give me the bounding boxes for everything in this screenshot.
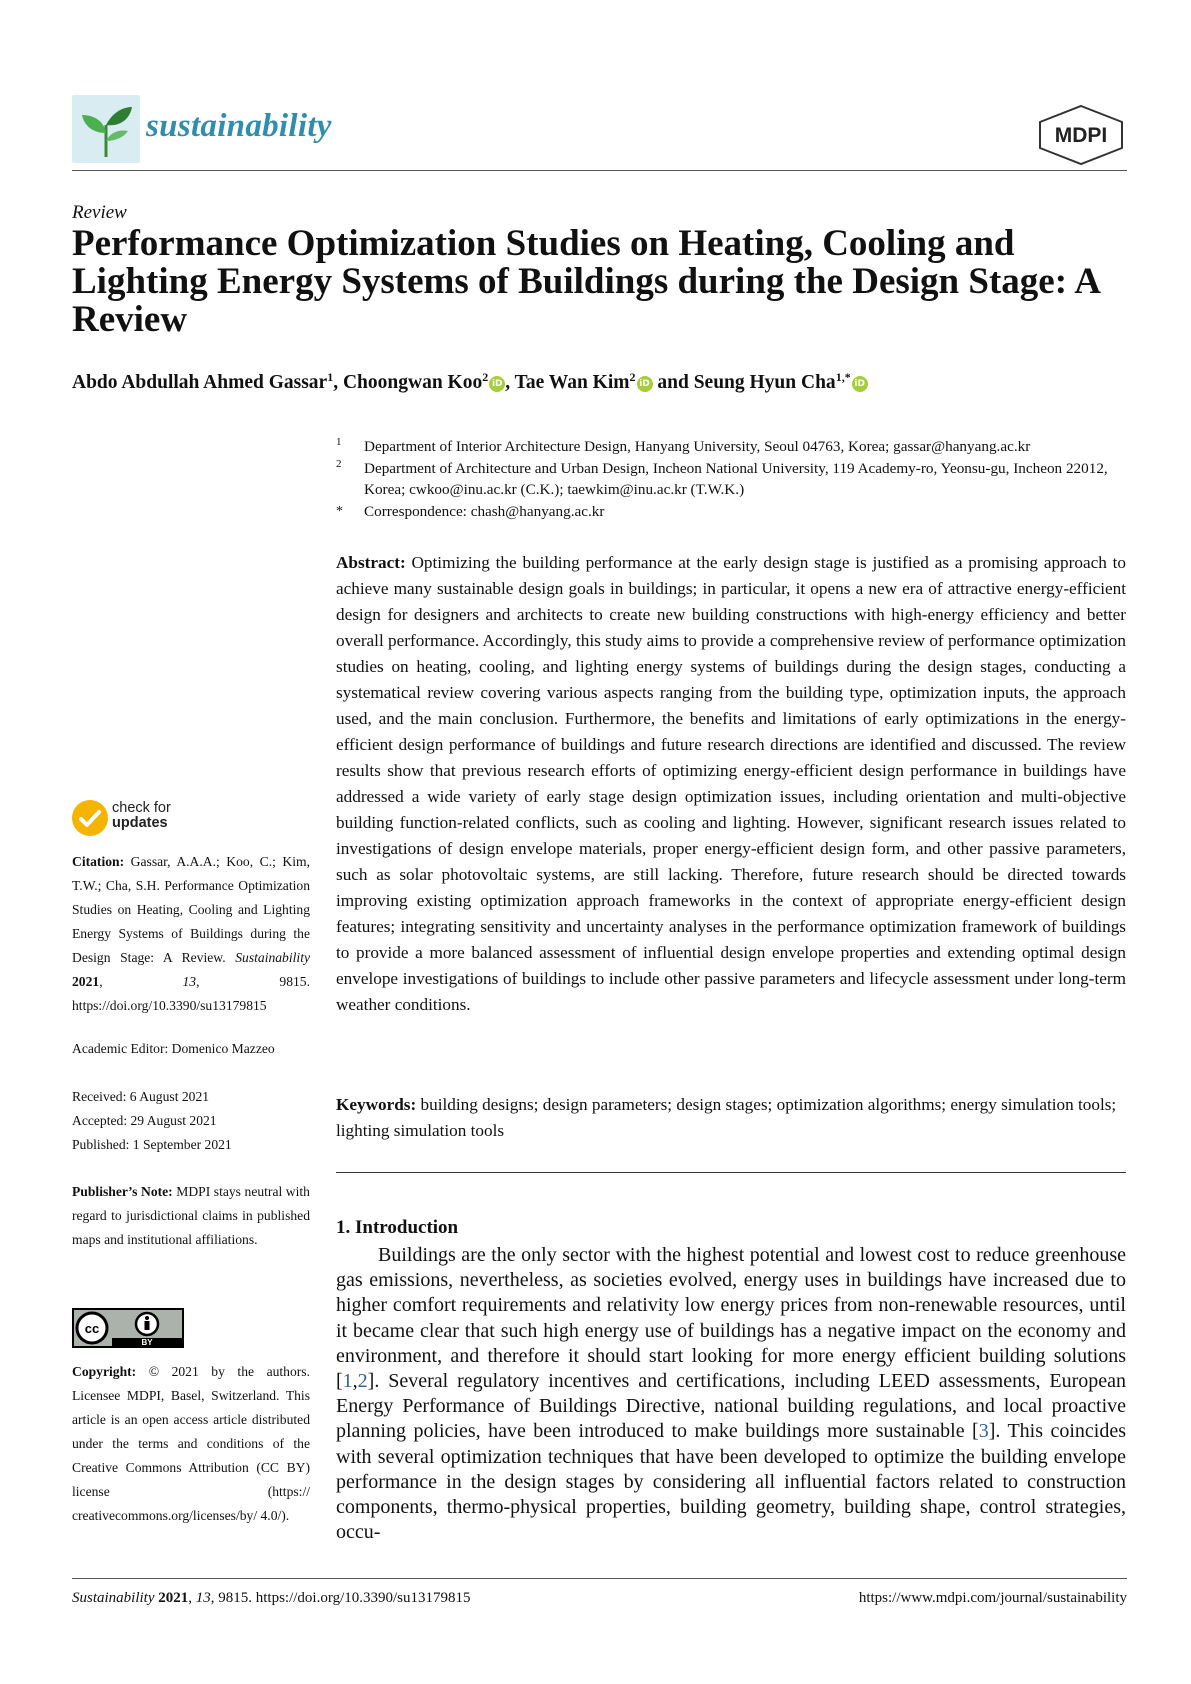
received-date: Received: 6 August 2021 bbox=[72, 1089, 210, 1104]
article-title: Performance Optimization Studies on Heating, Cooling and Lighting Energy Systems of Buildings during the Design Stage: A Review bbox=[72, 223, 1099, 340]
keywords-text: building designs; design parameters; design stages; optimization algorithms; energy simulation tools; lighting simulation tools bbox=[336, 1095, 1117, 1140]
affiliation-item bbox=[336, 436, 1136, 458]
affiliation-marker: 1 bbox=[336, 436, 342, 448]
author-separator: and bbox=[652, 372, 694, 393]
journal-logo bbox=[72, 95, 140, 163]
footer-journal-url[interactable]: https://www.mdpi.com/journal/sustainability bbox=[858, 1590, 1127, 1606]
intro-text-part: Buildings are the only sector with the highest potential and lowest cost to reduce greenhouse gas emissions, nevertheless, as societies evolved, energy uses in buildings have increased due to higher comfort requirements and relativity low energy prices from non-renewable resources, until it became clear that such high energy use of buildings has a negative impact on the economy and environment, and therefore it should start looking for more energy efficient building solutions [ bbox=[336, 1244, 1126, 1393]
footer-year: 2021 bbox=[158, 1590, 189, 1606]
citation-text: Gassar, A.A.A.; Koo, C.; Kim, T.W.; Cha, S.H. Performance Optimization Studies on Heating, Cooling and Lighting Energy Systems of Buildings during the Design Stage: A Review. bbox=[72, 854, 311, 965]
section-divider bbox=[336, 1172, 1126, 1173]
orcid-icon[interactable]: iD bbox=[852, 376, 868, 392]
footer-doi[interactable]: , 9815. https://doi.org/10.3390/su13179815 bbox=[210, 1590, 471, 1606]
citation-journal: Sustainability bbox=[235, 950, 310, 965]
introduction-paragraph bbox=[336, 1243, 1126, 1545]
author-name: Abdo Abdullah Ahmed Gassar bbox=[72, 372, 328, 393]
publication-dates bbox=[72, 1085, 310, 1157]
footer-divider bbox=[72, 1578, 1127, 1579]
publisher-note-text: MDPI stays neutral with regard to jurisdictional claims in published maps and institutional affiliations. bbox=[72, 1184, 310, 1247]
check-updates-label-bold: updates bbox=[112, 815, 168, 831]
cc-by-license-badge[interactable] bbox=[72, 1308, 184, 1348]
affiliation-text: Department of Architecture and Urban Design, Incheon National University, 119 Academy-ro, Yeonsu-gu, Incheon 22012, Korea; cwkoo@inu.ac.kr (C.K.); taewkim@inu.ac.kr (T.W.K.) bbox=[364, 459, 1108, 498]
footer-journal: Sustainability bbox=[72, 1590, 155, 1606]
accepted-date: Accepted: 29 August 2021 bbox=[72, 1113, 217, 1128]
footer-citation: Sustainability 2021, 13, 9815. https://doi.org/10.3390/su13179815 bbox=[72, 1590, 471, 1606]
check-updates-button[interactable] bbox=[112, 801, 171, 831]
mdpi-logo-text: MDPI bbox=[1054, 124, 1108, 147]
correspondence-marker: * bbox=[336, 503, 343, 519]
abstract-text: Optimizing the building performance at the early design stage is justified as a promising approach to achieve many sustainable design goals in buildings; in particular, it opens a new era of attractive energy-efficient design for designers and architects to create new building constructions with high-energy efficiency and better overall performance. Accordingly, this study aims to provide a comprehensive review of performance optimization studies on heating, cooling, and lighting energy systems of buildings during the design stages, conducting a systematical review covering various aspects ranging from the building type, optimization inputs, the approach used, and the main conclusion. Furthermore, the benefits and limitations of early optimizations in the energy-efficient design performance of buildings and future research directions are identified and discussed. The review results show that previous research efforts of optimizing energy-efficient design performance in buildings have addressed a wide variety of early stage design optimization issues, including orientation and multi-objective building function-related conflicts, such as cooling and lighting. However, significant research issues related to investigations of design envelope materials, proper energy-efficient design form, and other passive parameters, such as solar photovoltaic systems, are still lacking. Therefore, future research should be directed towards improving existing optimization approach frameworks in the context of appropriate energy-efficient design features; integrating sensitivity and uncertainty analyses in the performance optimization framework of buildings to provide a more balanced assessment of influential design envelope properties and extending optimal design envelope investigations of buildings to include other passive parameters and lifecycle assessment under long-term weather conditions. bbox=[336, 553, 1126, 1014]
author-affiliation-marker: 2 bbox=[482, 370, 489, 384]
citation-volume: 13 bbox=[182, 974, 197, 989]
affiliation-item bbox=[336, 458, 1136, 501]
author-affiliation-marker: 1 bbox=[327, 370, 334, 384]
copyright-notice bbox=[72, 1360, 310, 1528]
intro-text-part: ]. This coincides with several optimization techniques that have been developed to optimize the building envelope performance in the design stages by considering all influential factors related to construction components, thermo-physical properties, building geometry, building shape, control strategies, occu- bbox=[336, 1420, 1126, 1544]
cc-badge-text: BY bbox=[141, 1338, 153, 1347]
journal-name: sustainability bbox=[146, 108, 332, 144]
affiliation-marker: 2 bbox=[336, 457, 342, 470]
citation-label: Citation: bbox=[72, 854, 125, 869]
citation-year: 2021 bbox=[72, 974, 100, 989]
author-affiliation-marker: 2 bbox=[629, 370, 636, 384]
author-name: Tae Wan Kim bbox=[514, 372, 630, 393]
correspondence-item bbox=[336, 501, 1136, 523]
check-updates-icon[interactable] bbox=[72, 800, 108, 836]
header-divider bbox=[72, 170, 1127, 171]
author-separator: , bbox=[505, 372, 515, 393]
orcid-icon[interactable]: iD bbox=[637, 376, 653, 392]
orcid-icon[interactable]: iD bbox=[489, 376, 505, 392]
author-name: Choongwan Koo bbox=[342, 372, 483, 393]
article-type: Review bbox=[72, 202, 127, 223]
affiliations bbox=[336, 436, 1136, 522]
citation-doi[interactable]: , 9815. https://doi.org/10.3390/su13179815 bbox=[72, 974, 310, 1013]
footer-volume: 13 bbox=[195, 1590, 211, 1606]
publisher-note-label: Publisher’s Note: bbox=[72, 1184, 173, 1199]
affiliation-text: Department of Interior Architecture Design, Hanyang University, Seoul 04763, Korea; gassar@hanyang.ac.kr bbox=[364, 438, 1031, 455]
intro-text-part: ]. Several regulatory incentives and certifications, including LEED assessments, European Energy Performance of Buildings Directive, national building regulations, and local proactive planning policies, have been introduced to make buildings more sustainable [ bbox=[336, 1370, 1126, 1443]
citation-block: Citation: Gassar, A.A.A.; Koo, C.; Kim, T.W.; Cha, S.H. Performance Optimization Studies on Heating, Cooling and Lighting Energy Systems of Buildings during the Design Stage: A Review. Sustainability 2021, 13, 9815. https://doi.org/10.3390/su13179815 bbox=[72, 854, 311, 1013]
citation-separator: , bbox=[352, 1370, 358, 1393]
copyright-text: © 2021 by the authors. Licensee MDPI, Basel, Switzerland. This article is an open access article distributed under the terms and conditions of the Creative Commons Attribution (CC BY) license (https:// creativecommons.org/licenses/by/ 4.0/). bbox=[72, 1364, 310, 1523]
leaf-icon bbox=[72, 95, 140, 163]
citation-link[interactable]: 1 bbox=[342, 1370, 353, 1393]
section-heading-introduction: 1. Introduction bbox=[336, 1217, 459, 1238]
copyright-label: Copyright: bbox=[72, 1364, 137, 1379]
publisher-note bbox=[72, 1180, 310, 1252]
citation-link[interactable]: 2 bbox=[357, 1370, 368, 1393]
abstract-label: Abstract: bbox=[336, 553, 406, 572]
citation-link[interactable]: 3 bbox=[978, 1420, 989, 1443]
mdpi-logo bbox=[1036, 104, 1126, 166]
author-list bbox=[72, 370, 1132, 394]
correspondence-text: Correspondence: chash@hanyang.ac.kr bbox=[364, 502, 605, 520]
author-name: Seung Hyun Cha bbox=[693, 372, 836, 393]
check-updates-label: check for bbox=[112, 800, 171, 816]
author-affiliation-marker: 1,* bbox=[835, 370, 851, 384]
abstract bbox=[336, 550, 1126, 1018]
svg-text:cc: cc bbox=[84, 1321, 100, 1336]
academic-editor: Academic Editor: Domenico Mazzeo bbox=[72, 1041, 275, 1056]
author-separator: , bbox=[333, 372, 343, 393]
published-date: Published: 1 September 2021 bbox=[72, 1137, 232, 1152]
keywords-label: Keywords: bbox=[336, 1095, 417, 1114]
keywords bbox=[336, 1092, 1126, 1144]
